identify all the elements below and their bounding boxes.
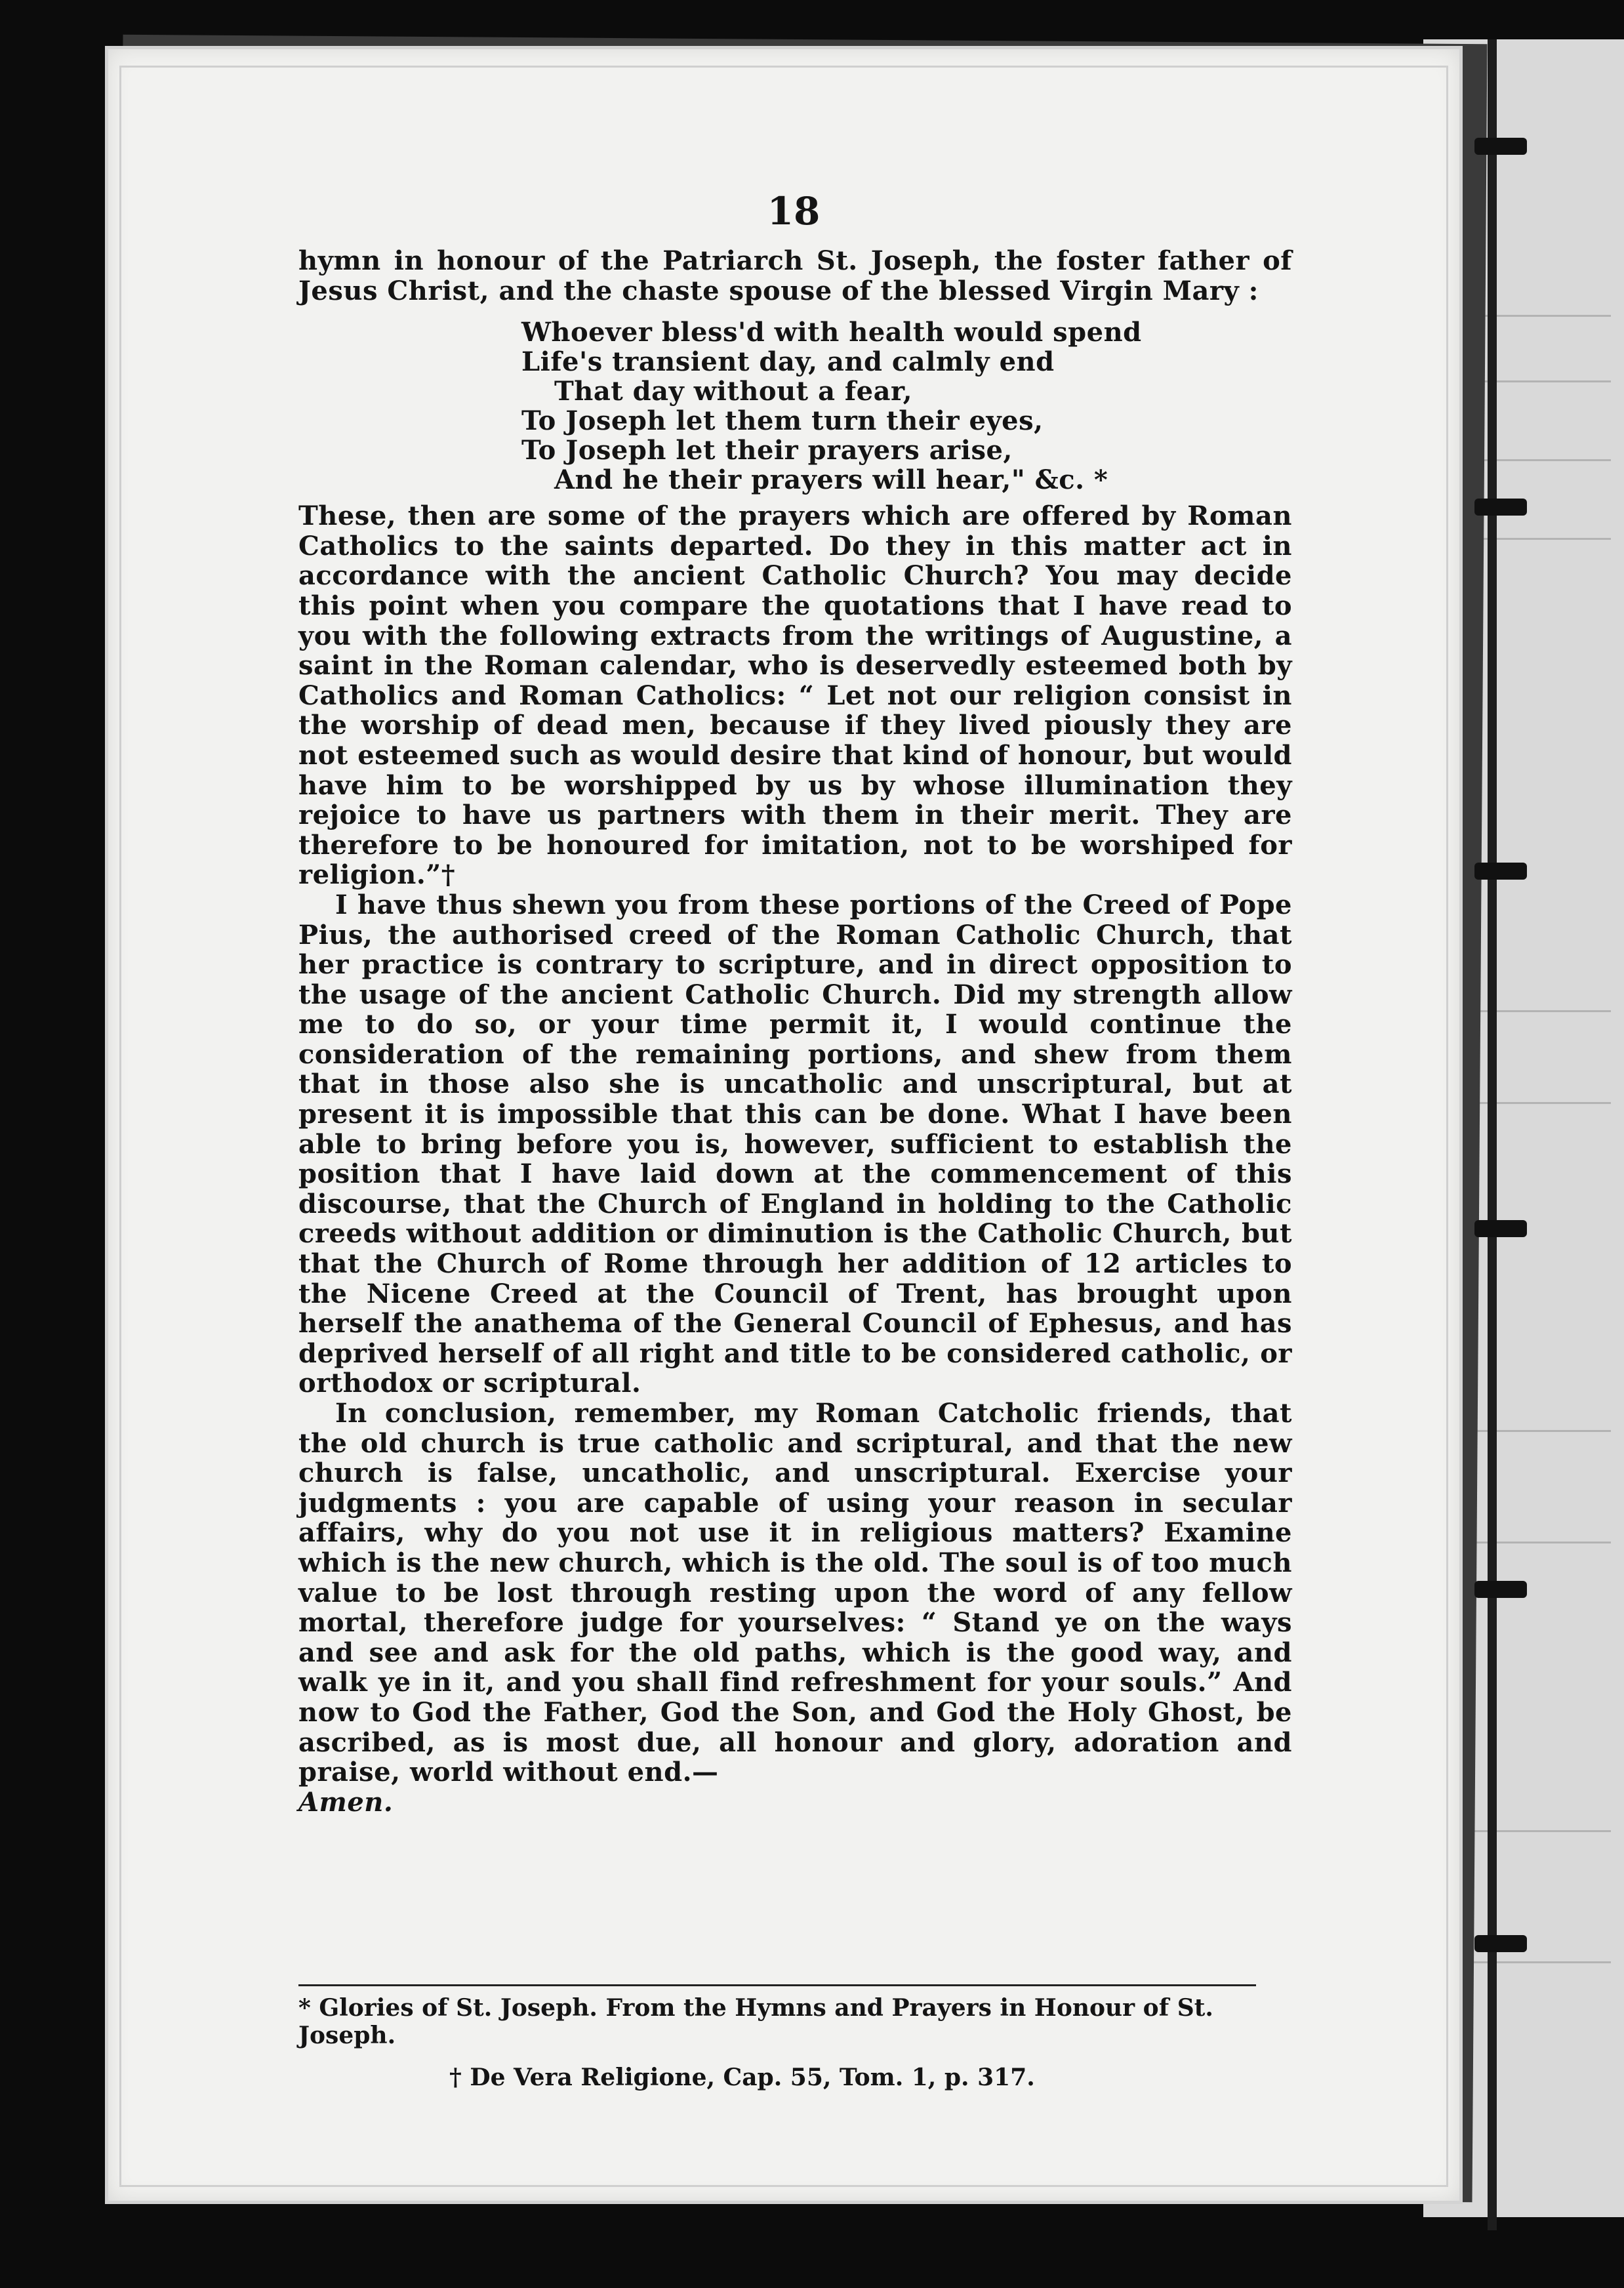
binding-stitch — [1474, 1581, 1527, 1598]
binding-stitch — [1474, 863, 1527, 880]
footnote-dagger: † De Vera Religione, Cap. 55, Tom. 1, p. 317. — [449, 2064, 1035, 2091]
verse-line: To Joseph let them turn their eyes, — [521, 405, 1044, 437]
body-text — [298, 246, 1292, 1817]
binding-edge — [1488, 39, 1497, 2230]
hymn-verse — [298, 317, 1292, 495]
verse-line: And he their prayers will hear," &c. * — [554, 464, 1108, 496]
page-number: 18 — [767, 189, 821, 234]
binding-stitch — [1474, 1935, 1527, 1952]
closing-word: Amen. — [298, 1786, 394, 1818]
verse-line: To Joseph let their prayers arise, — [521, 435, 1013, 466]
paragraph-prayers: These, then are some of the prayers which are offered by Roman Catholics to the saints departed. Do they in this matter act in accordance with the ancient Catholic Church? You may decide this point when you compare the quotations that I have read to you with the following extracts from the writings of Augustine, a saint in the Roman calendar, who is deservedly esteemed both by Catholics and Roman Catholics: “ Let not our religion consist in the worship of dead men, because if they lived piously they are not esteemed such as would desire that kind of honour, but would have him to be worshipped by us by whose illumination they rejoice to have us partners with them in their merit. They are therefore to be honoured for imitation, not to be worshiped for religion.”† — [298, 500, 1292, 891]
paragraph-conclusion: In conclusion, remember, my Roman Catcholic friends, that the old church is true catholic and scriptural, and that the new church is false, uncatholic, and unscriptural. Exercise your judgments : you are capable of using your reason in secular affairs, why do you not use it in religious matters? Examine which is the new church, which is the old. The soul is of too much value to be lost through resting upon the word of any fellow mortal, therefore judge for yourselves: “ Stand ye on the ways and see and ask for the old paths, which is the good way, and walk ye in it, and you shall find refreshment for your souls.” And now to God the Father, God the Son, and God the Holy Ghost, be ascribed, as is most due, all honour and glory, adoration and praise, world without end.— — [298, 1398, 1292, 1788]
binding-stitch — [1474, 1220, 1527, 1237]
verse-line: That day without a fear, — [554, 376, 913, 407]
paragraph-creed: I have thus shewn you from these portions of the Creed of Pope Pius, the authorised creed of the Roman Catholic Church, that her practice is contrary to scripture, and in direct opposition to the usage of the ancient Catholic Church. Did my strength allow me to do so, or your time permit it, I would continue the consideration of the remaining portions, and shew from them that in those also she is uncatholic and unscriptural, but at present it is impossible that this can be done. What I have been able to bring before you is, however, sufficient to establish the position that I have laid down at the commencement of this discourse, that the Church of England in holding to the Catholic creeds without addition or diminution is the Catholic Church, but that the Church of Rome through her addition of 12 articles to the Nicene Creed at the Council of Trent, has brought upon herself the anathema of the General Council of Ephesus, and has deprived herself of all right and title to be considered catholic, or orthodox or scriptural. — [298, 889, 1292, 1399]
binding-stitch — [1474, 138, 1527, 155]
footnote-star: * Glories of St. Joseph. From the Hymns and Prayers in Honour of St. Joseph. — [298, 1994, 1213, 2049]
verse-line: Life's transient day, and calmly end — [521, 346, 1055, 378]
opening-paragraph: hymn in honour of the Patriarch St. Joseph, the foster father of Jesus Christ, and the chaste spouse of the blessed Virgin Mary : — [298, 245, 1292, 306]
binding-stitch — [1474, 499, 1527, 516]
verse-line: Whoever bless'd with health would spend — [521, 317, 1142, 348]
footnote-divider — [298, 1984, 1256, 1986]
footnotes — [298, 1994, 1269, 2091]
